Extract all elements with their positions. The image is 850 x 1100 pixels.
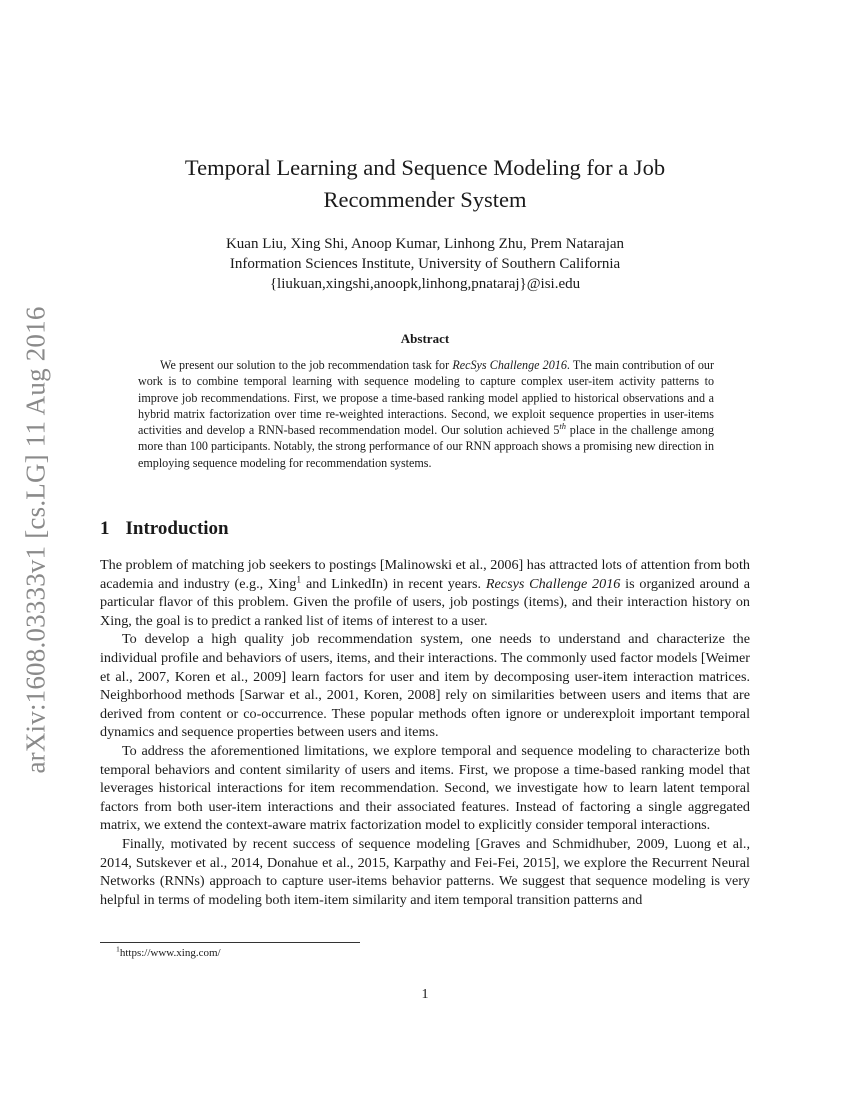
introduction-body: [100, 556, 750, 909]
abstract-text-part: place in the challenge among more than 100 participants. Notably, the strong performance of our RNN approach shows a promising new direction in employing sequence modeling for recommendation systems.: [138, 423, 714, 470]
paper-title-line-1: Temporal Learning and Sequence Modeling for a Job: [184, 155, 666, 180]
arxiv-identifier: arXiv:1608.03333v1 [cs.LG] 11 Aug 2016: [20, 306, 51, 774]
paragraph: To develop a high quality job recommendation system, one needs to understand and characterize the individual profile and behaviors of users, items, and their interactions. The commonly used factor models [Weimer et al., 2007, Koren et al., 2009] learn factors for user and item by decomposing user-item interaction matrices. Neighborhood methods [Sarwar et al., 2001, Koren, 2008] rely on similarities between users and items that are derived from content or co-occurrence. These popular methods often ignore or underexploit important temporal dynamics and sequence properties between users and items.: [100, 631, 750, 741]
footnote-url[interactable]: https://www.xing.com/: [119, 947, 221, 959]
paper-title-line-2: Recommender System: [323, 187, 527, 212]
challenge-name: RecSys Challenge 2016: [452, 358, 567, 372]
paragraph-text: is organized around a particular flavor of this problem. Given the profile of users, job postings (items), and their interaction history on Xing, the goal is to predict a ranked list of items of interest to a user.: [100, 575, 750, 629]
paragraph: To address the aforementioned limitations, we explore temporal and sequence modeling to characterize both temporal behaviors and content similarity of users and items. First, we propose a time-based ranking model that leverages historical interactions for item recommendation. Second, we investigate how to learn latent temporal factors from both user-item interactions and their associated features. Instead of factoring a single aggregated matrix, we extend the context-aware matrix factorization model to explicitly consider temporal interactions.: [100, 742, 750, 834]
author-block: [100, 234, 750, 294]
footnote: [116, 944, 221, 959]
author-email: {liukuan,xingshi,anoopk,linhong,pnataraj}@isi.edu: [269, 276, 581, 292]
paragraph-text: The problem of matching job seekers to postings [Malinowski et al., 2006] has attracted lots of attention from both academia and industry (e.g., Xing: [100, 557, 750, 592]
abstract-text-part: . The main contribution of our work is to combine temporal learning with sequence modeling to capture complex user-item activity patterns to improve job recommendations. First, we propose a time-based ranking model applied to historical observations and a hybrid matrix factorization over time re-weighted interactions. Second, we exploit sequence properties in user-items activities and develop a RNN-based recommendation model. Our solution achieved 5: [138, 358, 714, 438]
abstract-text: [138, 357, 714, 471]
rank-superscript: th: [559, 421, 566, 432]
abstract-heading: Abstract: [400, 331, 450, 346]
challenge-name: Recsys Challenge 2016: [485, 575, 621, 592]
footnote-marker[interactable]: 1: [296, 573, 302, 585]
paragraph-text: and LinkedIn) in recent years.: [301, 575, 486, 592]
paragraph: Finally, motivated by recent success of sequence modeling [Graves and Schmidhuber, 2009, Luong et al., 2014, Sutskever et al., 2014, Donahue et al., 2015, Karpathy and Fei-Fei, 2015], we explore the Recurrent Neural Networks (RNNs) approach to capture user-items behavior patterns. We suggest that sequence modeling is very helpful in terms of modeling both item-item similarity and item temporal transition patterns and: [100, 835, 750, 908]
footnote-mark: 1: [116, 944, 120, 954]
section-title: Introduction: [125, 518, 229, 539]
author-names: Kuan Liu, Xing Shi, Anoop Kumar, Linhong Zhu, Prem Natarajan: [225, 236, 625, 252]
abstract-text-part: We present our solution to the job recommendation task for: [160, 358, 453, 372]
paragraph: [100, 556, 750, 630]
author-affiliation: Information Sciences Institute, University of Southern California: [229, 256, 621, 272]
paper-title: [100, 152, 750, 216]
section-number: 1: [100, 518, 110, 539]
section-heading: [100, 518, 229, 540]
footnote-divider: [100, 942, 360, 943]
page-number: 1: [421, 987, 429, 1002]
